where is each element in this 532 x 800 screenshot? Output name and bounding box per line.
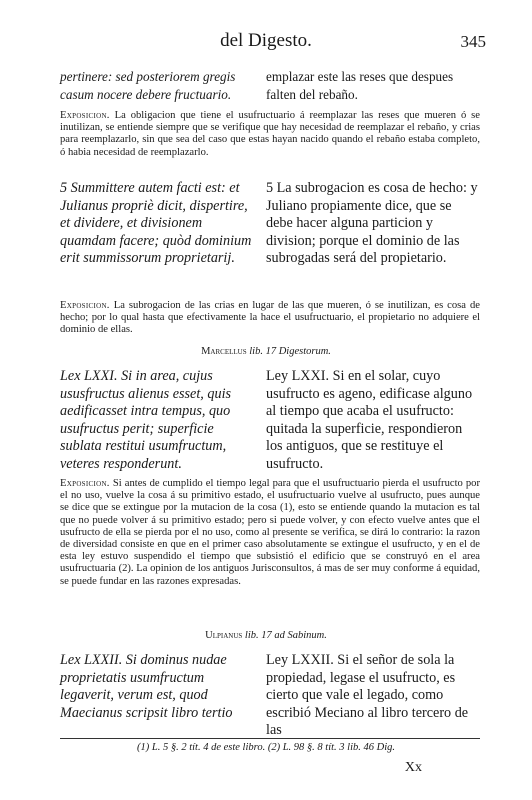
passage-5 <box>60 180 480 268</box>
exposicion-note <box>60 300 480 337</box>
source-work: lib. 17 ad Sabinum. <box>244 630 327 641</box>
spanish-text: emplazar este las reses que despues falten del rebaño. <box>266 69 454 102</box>
exposicion-note <box>60 110 480 159</box>
note-lead: Exposicion. <box>60 300 110 311</box>
note-text: Si antes de cumplido el tiempo legal para que el usufructuario pierda el usufructo por el no uso, vuelve la cosa á su primitivo estado, el usufructuario vuelve al usufructo, pues aunque se dice que se extingue por la mutacion de la cosa (1), esto se entiende quando la mutacion es tal que no puede volver á su primitivo estado; pero si puede volver, y con efecto vuelve antes que el usufructo de ella se pierda por el no uso, como al presente se verifica, se dirá lo contrario: la razon de diversidad consiste en que en el primer caso absolutamente se extingue el usufructo, y en el de esta ley estuvo suspendido el tiempo que subsistió el edificio que se construyó en el area usufructuaria (2). La opinion de los antiguos Jurisconsultos, á mas de ser muy conforme á equidad, se puede fundar en las razones expresadas. <box>60 478 480 587</box>
latin-text: pertinere: sed posteriorem gregis casum nocere debere fructuario. <box>60 69 236 102</box>
footnotes: (1) L. 5 §. 2 tít. 4 de este libro. (2) L. 98 §. 8 tít. 3 lib. 46 Dig. <box>136 742 396 753</box>
source-citation <box>0 346 532 357</box>
source-author: Marcellus <box>201 346 247 357</box>
running-header-title: del Digesto. <box>220 30 312 51</box>
latin-text: Lex LXXII. Si dominus nudae proprietatis usumfructum legaverit, verum est, quod Maecianus scripsit libro tertio <box>60 652 233 721</box>
exposicion-note <box>60 478 480 588</box>
latin-text: Lex LXXI. Si in area, cujus ususfructus alienus esset, quis aedificasset intra tempus, quo usufructus perit; superficie sublata restitui usumfructum, veteres responderunt. <box>60 368 232 472</box>
footnote-divider <box>60 738 480 739</box>
source-work: lib. 17 Digestorum. <box>249 346 331 357</box>
spanish-text: Ley LXXII. Si el señor de sola la propiedad, legase el usufructo, es cierto que vale el legado, como escribió Meciano al libro tercero de las <box>266 652 469 739</box>
signature-mark: Xx <box>404 760 422 775</box>
lex-71 <box>60 368 480 474</box>
spanish-text: Ley LXXI. Si en el solar, cuyo usufructo es ageno, edificase alguno al tiempo que acaba el usufructo: quitada la superficie, respondieron los antiguos, que se restituye el usufructo. <box>266 368 473 472</box>
top-passage <box>60 68 480 103</box>
source-citation <box>0 630 532 641</box>
spanish-text: 5 La subrogacion es cosa de hecho: y Juliano propiamente dice, que se debe hacer alguna particion y division; porque el dominio de las subrogadas será del propietario. <box>266 180 478 267</box>
source-author: Ulpianus <box>205 630 243 641</box>
note-text: La subrogacion de las crias en lugar de las que mueren, ó se inutilizan, es cosa de hecho; por lo qual hasta que efectivamente la hace el usufructuario, el propietario no adquiere el dominio de ellas. <box>60 300 480 336</box>
page-number: 345 <box>460 32 486 51</box>
note-lead: Exposicion. <box>60 110 110 121</box>
note-text: La obligacion que tiene el usufructuario á reemplazar las reses que mueren ó se inutilizan, se entiende siempre que se verifique que hay necesidad de reemplazar el rebaño, y crias para reemplazarlo, sin que sea del caso que estas hayan nacido quando el rebaño estaba completo, ó habia necesidad de reemplazarlo. <box>60 110 480 158</box>
latin-text: 5 Summittere autem facti est: et Julianus propriè dicit, dispertire, et dividere, et divisionem quamdam facere; quòd dominium erit summissorum proprietarij. <box>60 180 252 267</box>
lex-72 <box>60 652 480 740</box>
note-lead: Exposicion. <box>60 478 110 489</box>
